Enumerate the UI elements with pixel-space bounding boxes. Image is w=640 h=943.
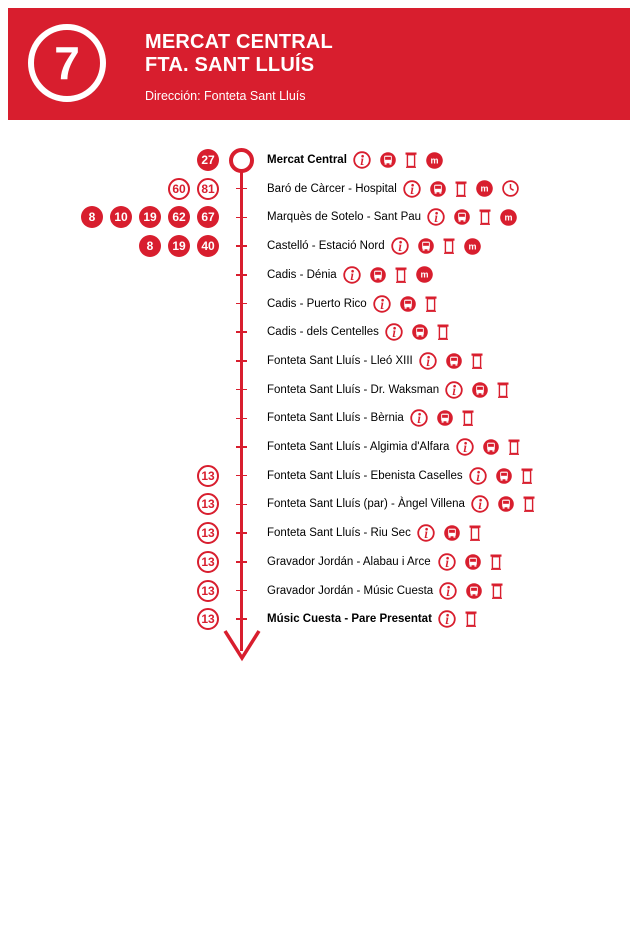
stop-tick xyxy=(236,217,247,219)
bus-icon xyxy=(446,353,462,369)
stop-tick xyxy=(236,245,247,247)
metro-icon xyxy=(476,180,493,197)
stop-name: Fonteta Sant Lluís - Algimia d'Alfara xyxy=(267,441,450,453)
bus-icon xyxy=(483,439,499,455)
stop-services xyxy=(469,467,542,485)
stop-name: Cadis - dels Centelles xyxy=(267,326,379,339)
info-icon xyxy=(410,409,428,427)
shelter-icon xyxy=(523,496,535,512)
metro-icon xyxy=(426,152,443,169)
stop-services xyxy=(343,266,442,284)
info-icon xyxy=(427,208,445,226)
info-icon xyxy=(469,467,487,485)
stop-name: Fonteta Sant Lluís - Riu Sec xyxy=(267,527,411,540)
shelter-icon xyxy=(469,525,481,541)
metro-icon xyxy=(416,266,433,283)
stop-tick xyxy=(236,188,247,190)
info-icon xyxy=(471,495,489,513)
connection-line-badge: 13 xyxy=(197,465,219,487)
stop-name: Castelló - Estació Nord xyxy=(267,240,385,253)
bus-icon xyxy=(430,181,446,197)
shelter-icon xyxy=(443,238,455,254)
stop-name: Cadis - Dénia xyxy=(267,268,337,281)
connection-line-badge: 13 xyxy=(197,608,219,630)
stop-name: Fonteta Sant Lluís - Bèrnia xyxy=(267,412,404,425)
stop-tick xyxy=(236,446,247,448)
info-icon xyxy=(385,323,403,341)
stop-name: Músic Cuesta - Pare Presentat xyxy=(267,613,432,626)
stop-name: Fonteta Sant Lluís - Ebenista Caselles xyxy=(267,469,463,482)
bus-icon xyxy=(437,410,453,426)
route-origin-title: MERCAT CENTRAL xyxy=(145,31,333,53)
bus-icon xyxy=(498,496,514,512)
stop-tick xyxy=(236,360,247,362)
stop-name: Fonteta Sant Lluís - Dr. Waksman xyxy=(267,383,440,396)
route-destination-title: FTA. SANT LLUÍS xyxy=(145,54,315,76)
shelter-icon xyxy=(437,324,449,340)
stop-services xyxy=(471,495,544,513)
stop-services xyxy=(373,295,446,313)
stop-name: Gravador Jordán - Alabau i Arce xyxy=(267,555,431,568)
metro-icon xyxy=(500,209,517,226)
stop-tick xyxy=(236,618,247,620)
connection-line-badge: 13 xyxy=(197,551,219,573)
info-icon xyxy=(343,266,361,284)
stop-name: Mercat Central xyxy=(267,154,347,166)
stop-tick xyxy=(236,418,247,420)
shelter-icon xyxy=(508,439,520,455)
shelter-icon xyxy=(491,583,503,599)
route-line xyxy=(240,171,243,651)
info-icon xyxy=(403,180,421,198)
start-stop-circle xyxy=(229,148,254,173)
info-icon xyxy=(438,610,456,628)
stop-services xyxy=(417,524,490,542)
connection-line-badge: 62 xyxy=(168,206,190,228)
connection-line-badge: 13 xyxy=(197,493,219,515)
shelter-icon xyxy=(405,152,417,168)
svg-text:m: m xyxy=(504,212,513,223)
svg-text:m: m xyxy=(480,183,489,194)
connection-line-badge: 8 xyxy=(81,206,103,228)
bus-icon xyxy=(418,238,434,254)
stop-tick xyxy=(236,475,247,477)
stop-name: Gravador Jordán - Músic Cuesta xyxy=(267,584,434,597)
stop-services xyxy=(456,438,529,456)
connection-line-badge: 60 xyxy=(168,178,190,200)
connection-line-badge: 13 xyxy=(197,522,219,544)
bus-icon xyxy=(454,209,470,225)
svg-text:m: m xyxy=(468,241,477,252)
connection-line-badge: 19 xyxy=(168,235,190,257)
stop-services xyxy=(427,208,526,226)
bus-icon xyxy=(466,583,482,599)
route-end-arrow-icon xyxy=(222,628,262,662)
info-icon xyxy=(445,381,463,399)
stop-name: Cadis - Puerto Rico xyxy=(267,297,367,310)
connection-line-badge: 8 xyxy=(139,235,161,257)
stop-tick xyxy=(236,590,247,592)
stop-tick xyxy=(236,504,247,506)
stop-name: Fonteta Sant Lluís - Lleó XIII xyxy=(267,354,413,367)
stop-services xyxy=(410,409,483,427)
svg-text:m: m xyxy=(420,269,429,280)
shelter-icon xyxy=(497,382,509,398)
shelter-icon xyxy=(395,267,407,283)
info-icon xyxy=(456,438,474,456)
clock-icon xyxy=(502,180,519,197)
stop-name: Marquès de Sotelo - Sant Pau xyxy=(267,211,422,224)
shelter-icon xyxy=(465,611,477,627)
stop-services xyxy=(391,237,490,255)
connection-line-badge: 10 xyxy=(110,206,132,228)
route-direction: Dirección: Fonteta Sant Lluís xyxy=(145,89,306,103)
bus-icon xyxy=(472,382,488,398)
stop-services xyxy=(439,582,512,600)
bus-icon xyxy=(370,267,386,283)
info-icon xyxy=(391,237,409,255)
connection-line-badge: 19 xyxy=(139,206,161,228)
connection-line-badge: 40 xyxy=(197,235,219,257)
info-icon xyxy=(438,553,456,571)
bus-icon xyxy=(412,324,428,340)
info-icon xyxy=(439,582,457,600)
shelter-icon xyxy=(471,353,483,369)
info-icon xyxy=(353,151,371,169)
info-icon xyxy=(417,524,435,542)
stop-services xyxy=(419,352,492,370)
svg-text:m: m xyxy=(430,155,439,166)
bus-icon xyxy=(444,525,460,541)
bus-icon xyxy=(380,152,396,168)
info-icon xyxy=(419,352,437,370)
stop-services xyxy=(438,610,486,628)
stop-tick xyxy=(236,303,247,305)
shelter-icon xyxy=(521,468,533,484)
stop-name: Baró de Càrcer - Hospital xyxy=(267,182,397,195)
bus-icon xyxy=(400,296,416,312)
stop-services xyxy=(353,151,452,169)
stop-services xyxy=(445,381,518,399)
line-number-badge: 7 xyxy=(28,24,106,102)
bus-icon xyxy=(496,468,512,484)
shelter-icon xyxy=(425,296,437,312)
shelter-icon xyxy=(479,209,491,225)
stop-tick xyxy=(236,532,247,534)
connection-line-badge: 67 xyxy=(197,206,219,228)
connection-line-badge: 27 xyxy=(197,149,219,171)
stop-services xyxy=(403,180,528,198)
metro-icon xyxy=(464,238,481,255)
shelter-icon xyxy=(455,181,467,197)
stop-name: Fonteta Sant Lluís (par) - Àngel Villena xyxy=(267,498,465,511)
shelter-icon xyxy=(462,410,474,426)
stop-tick xyxy=(236,389,247,391)
bus-icon xyxy=(465,554,481,570)
stop-tick xyxy=(236,331,247,333)
stop-tick xyxy=(236,561,247,563)
connection-line-badge: 81 xyxy=(197,178,219,200)
info-icon xyxy=(373,295,391,313)
stop-services xyxy=(385,323,458,341)
connection-line-badge: 13 xyxy=(197,580,219,602)
stop-tick xyxy=(236,274,247,276)
shelter-icon xyxy=(490,554,502,570)
stop-services xyxy=(438,553,511,571)
